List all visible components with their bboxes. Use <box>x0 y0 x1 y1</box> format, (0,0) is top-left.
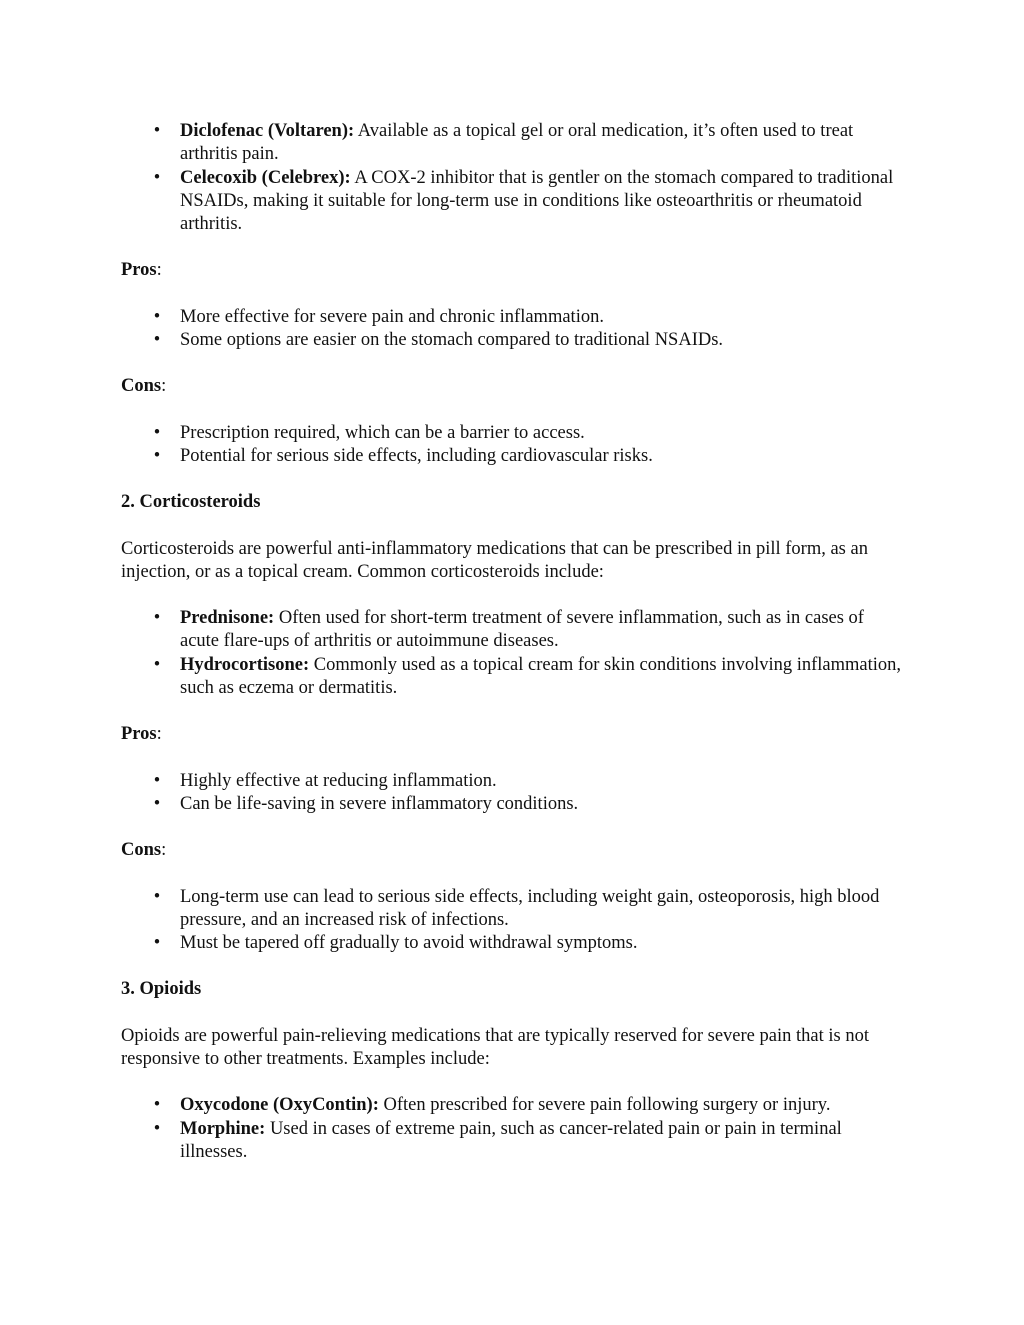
cons-heading: Cons: <box>121 376 167 397</box>
bullet: • <box>153 445 161 466</box>
opioid-examples-list <box>121 1094 906 1164</box>
list-item: • Prescription required, which can be a barrier to access. <box>121 422 906 445</box>
section-heading: 3. Opioids <box>121 979 202 1000</box>
bullet: • <box>153 121 161 141</box>
bullet: • <box>153 933 161 954</box>
list-item <box>121 120 906 167</box>
list-item: • Can be life-saving in severe inflammatory conditions. <box>121 793 906 816</box>
bullet: • <box>153 422 161 443</box>
drug-term: Prednisone: <box>180 608 275 629</box>
corticosteroid-examples-list <box>121 607 906 700</box>
bullet: • <box>153 793 161 814</box>
bullet: • <box>153 770 161 791</box>
section-heading: 2. Corticosteroids <box>121 492 261 513</box>
section-intro: Opioids are powerful pain-relieving medications that are typically reserved for severe pain that is not responsive to other treatments. Examples include: <box>121 1025 869 1070</box>
drug-description: Often prescribed for severe pain following surgery or injury. <box>378 1095 831 1116</box>
bullet: • <box>153 654 161 675</box>
drug-term: Morphine: <box>180 1118 266 1139</box>
bullet: • <box>153 1118 161 1139</box>
drug-description: A COX-2 inhibitor that is gentler on the stomach compared to traditional NSAIDs, making it suitable for long-term use in conditions like osteoarthritis or rheumatoid arthritis. <box>180 167 894 235</box>
drug-description: Commonly used as a topical cream for skin conditions involving inflammation, such as eczema or dermatitis. <box>180 654 902 699</box>
bullet: • <box>153 167 161 188</box>
nsaid-examples-list <box>121 120 906 236</box>
bullet: • <box>153 306 161 327</box>
pros-heading: Pros: <box>121 724 162 745</box>
bullet: • <box>153 608 161 629</box>
list-item: • More effective for severe pain and chronic inflammation. <box>121 306 906 329</box>
cons-list <box>121 422 906 469</box>
pros-list <box>121 306 906 353</box>
bullet: • <box>153 1095 161 1116</box>
drug-term: Hydrocortisone: <box>180 654 310 675</box>
drug-term: Oxycodone (OxyContin): <box>180 1095 379 1116</box>
drug-term: Celecoxib (Celebrex): <box>180 167 351 188</box>
list-item: • Highly effective at reducing inflammation. <box>121 770 906 793</box>
drug-term: Diclofenac (Voltaren): <box>180 121 355 141</box>
list-item: • Must be tapered off gradually to avoid withdrawal symptoms. <box>121 932 906 955</box>
list-item: • Potential for serious side effects, including cardiovascular risks. <box>121 445 906 468</box>
bullet: • <box>153 330 161 351</box>
drug-description: Available as a topical gel or oral medication, it’s often used to treat arthritis pain. <box>180 121 854 165</box>
pros-heading: Pros: <box>121 260 162 281</box>
drug-description: Used in cases of extreme pain, such as cancer-related pain or pain in terminal illnesses. <box>180 1118 842 1162</box>
list-item <box>121 1118 906 1165</box>
list-item <box>121 167 906 237</box>
list-item: • Long-term use can lead to serious side effects, including weight gain, osteoporosis, high blood pressure, and an increased risk of infections. <box>153 886 880 930</box>
bullet: • <box>153 886 161 907</box>
list-item: • Some options are easier on the stomach compared to traditional NSAIDs. <box>121 329 906 352</box>
drug-description: Often used for short-term treatment of severe inflammation, such as in cases of acute flare-ups of arthritis or autoimmune diseases. <box>180 608 864 652</box>
list-item <box>121 654 906 701</box>
cons-heading: Cons: <box>121 840 167 861</box>
section-intro: Corticosteroids are powerful anti-inflammatory medications that can be prescribed in pill form, as an injection, or as a topical cream. Common corticosteroids include: <box>121 538 868 582</box>
cons-list <box>121 886 906 956</box>
list-item <box>121 607 906 654</box>
list-item <box>121 1094 906 1117</box>
pros-list <box>121 770 906 817</box>
